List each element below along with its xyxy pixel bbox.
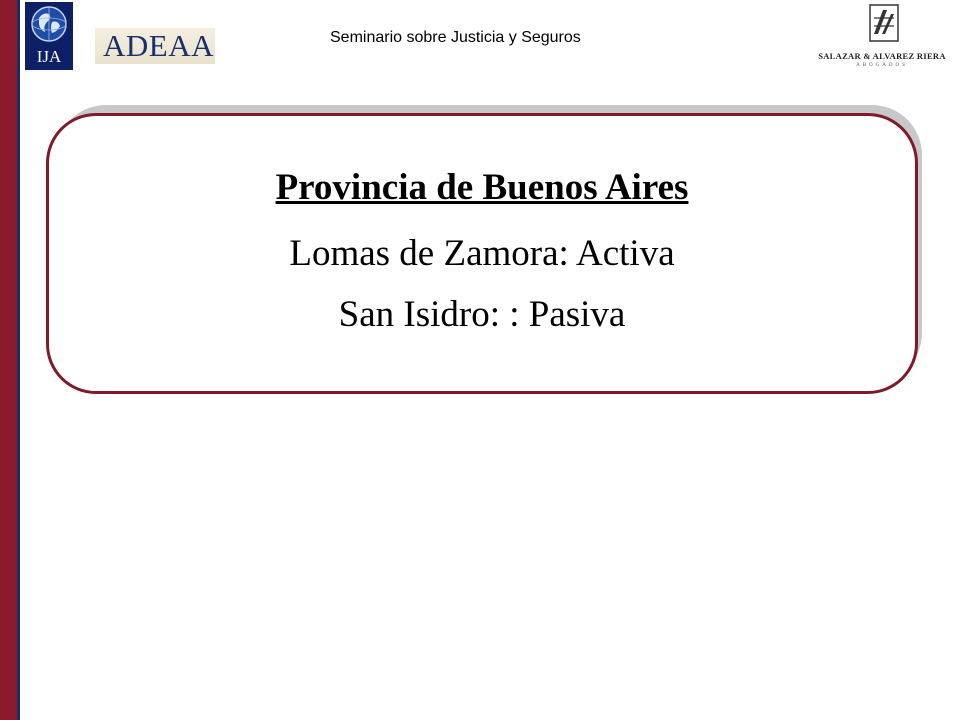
- content-box: [46, 113, 918, 394]
- left-accent-bar: [0, 0, 17, 720]
- ija-logo-text: IJA: [36, 47, 62, 66]
- firm-emblem-icon: [869, 4, 899, 42]
- firm-subtitle: ABOGADOS: [856, 63, 908, 68]
- content-heading: Provincia de Buenos Aires: [275, 167, 689, 208]
- content-line-san-isidro: San Isidro: : Pasiva: [338, 294, 626, 335]
- adeaa-logo: [95, 28, 215, 64]
- content-line-lomas-de-zamora: Lomas de Zamora: Activa: [289, 233, 675, 274]
- firm-name: SALAZAR & ALVAREZ RIERA: [818, 51, 946, 61]
- header-title: Seminario sobre Justicia y Seguros: [330, 29, 581, 46]
- salazar-alvarez-riera-logo: [810, 4, 960, 74]
- ija-logo: [25, 2, 73, 70]
- left-accent-edge: [17, 0, 20, 720]
- adeaa-logo-text: ADEAA: [103, 28, 214, 63]
